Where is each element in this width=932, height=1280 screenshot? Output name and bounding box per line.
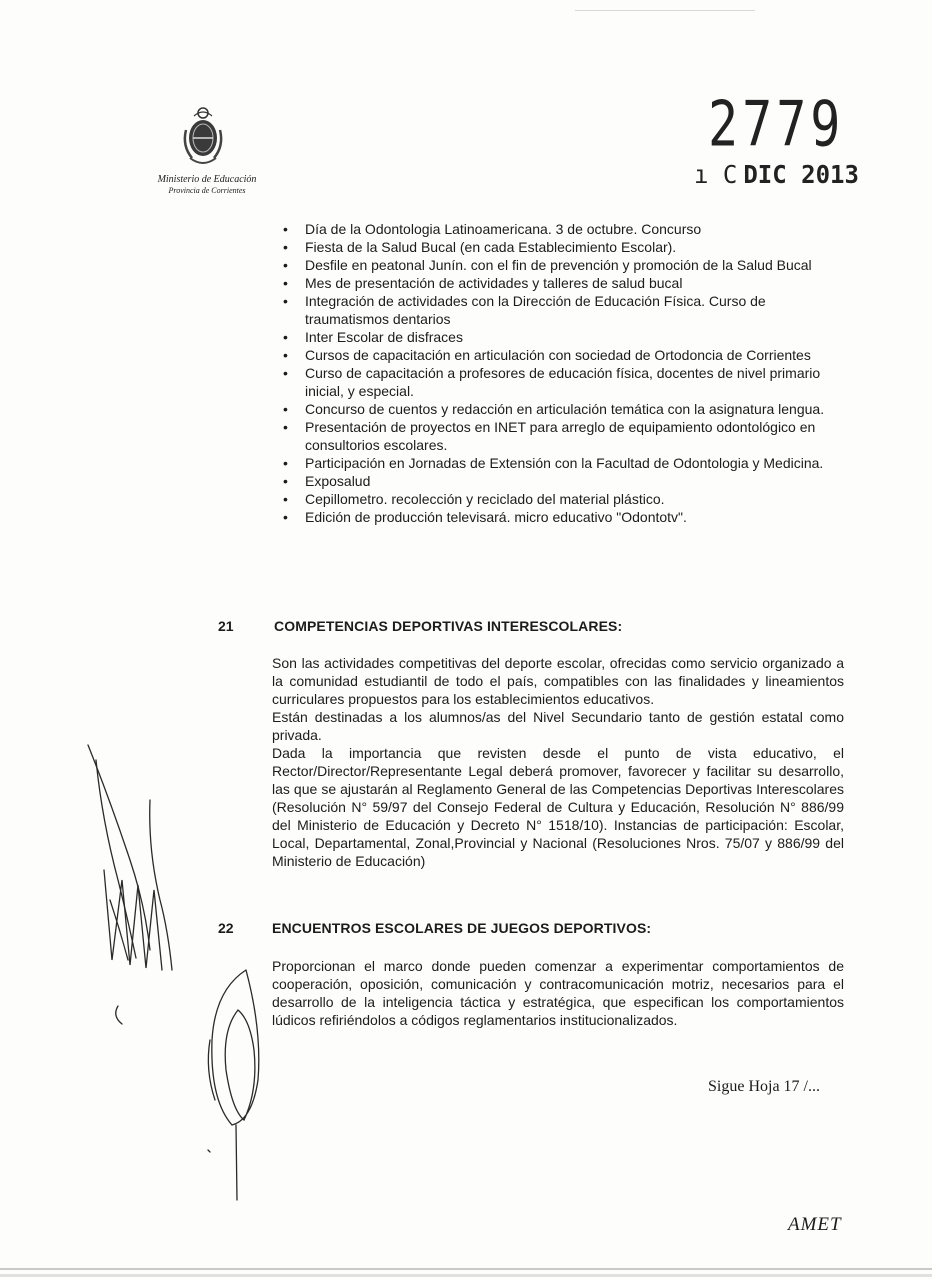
bullet-icon: • [283, 257, 288, 273]
list-item [283, 238, 848, 256]
bullet-icon: • [283, 239, 288, 255]
section-21-paragraph: Son las actividades competitivas del deporte escolar, ofrecidas como servicio organizado a la comunidad estudiantil de todo el país, compatibles con las finalidades y lineamientos curriculares propuestos para los establecimientos educativos. [272, 655, 844, 707]
list-item [283, 490, 848, 508]
bullet-icon: • [283, 347, 288, 363]
coat-of-arms-icon [178, 106, 228, 172]
list-item-text: Inter Escolar de disfraces [305, 329, 463, 345]
list-item-text: Cursos de capacitación en articulación con sociedad de Ortodoncia de Corrientes [305, 347, 811, 363]
resolution-number: 2779 [708, 88, 845, 161]
list-item [283, 346, 848, 364]
bullet-icon: • [283, 401, 288, 417]
resolution-date [694, 160, 859, 189]
bullet-icon: • [283, 293, 288, 309]
list-item [283, 508, 848, 526]
initials-mark: AMET [788, 1214, 842, 1235]
list-item [283, 472, 848, 490]
date-prefix: ı C [694, 160, 738, 190]
section-22-number: 22 [218, 920, 234, 936]
section-22-title: ENCUENTROS ESCOLARES DE JUEGOS DEPORTIVOS: [272, 920, 652, 936]
section-22-paragraph: Proporcionan el marco donde pueden comenzar a experimentar comportamientos de cooperación, oposición, comunicación y contracomunicación motriz, necesarios para el desarrollo de la inteligencia táctica y estratégica, que especifican los comportamientos lúdicos refiriéndolos a códigos reglamentarios institucionalizados. [272, 958, 844, 1028]
list-item [283, 364, 848, 400]
province-name: Provincia de Corrientes [168, 186, 246, 195]
list-item [283, 454, 848, 472]
list-item-text: Participación en Jornadas de Extensión con la Facultad de Odontologia y Medicina. [305, 455, 824, 471]
list-item-text: Día de la Odontologia Latinoamericana. 3 de octubre. Concurso [305, 221, 702, 237]
bullet-icon: • [283, 455, 288, 471]
list-item-text: Fiesta de la Salud Bucal (en cada Establecimiento Escolar). [305, 239, 677, 255]
top-scan-line [575, 10, 755, 11]
list-item-text: Exposalud [305, 473, 371, 489]
section-21-paragraph: Están destinadas a los alumnos/as del Nivel Secundario tanto de gestión estatal como privada. [272, 709, 844, 743]
list-item-text: Presentación de proyectos en INET para arreglo de equipamiento odontológico en consultorios escolares. [305, 419, 816, 453]
list-item [283, 418, 848, 454]
bullet-icon: • [283, 221, 288, 237]
section-21-body [272, 654, 844, 870]
bullet-icon: • [283, 329, 288, 345]
bullet-icon: • [283, 491, 288, 507]
date-text: DIC 2013 [743, 160, 859, 190]
bullet-icon: • [283, 365, 288, 381]
section-22-body [272, 957, 844, 1029]
list-item-text: Cepillometro. recolección y reciclado del material plástico. [305, 491, 665, 507]
list-item-text: Mes de presentación de actividades y talleres de salud bucal [305, 275, 683, 291]
list-item [283, 328, 848, 346]
continuation-note: Sigue Hoja 17 /... [708, 1078, 820, 1095]
list-item [283, 220, 848, 238]
bullet-icon: • [283, 275, 288, 291]
list-item [283, 274, 848, 292]
list-item [283, 400, 848, 418]
section-21-number: 21 [218, 618, 234, 634]
bullet-icon: • [283, 473, 288, 489]
ministry-heading [132, 174, 282, 196]
bottom-scan-line [0, 1274, 932, 1277]
list-item [283, 256, 848, 274]
list-item-text: Desfile en peatonal Junín. con el fin de prevención y promoción de la Salud Bucal [305, 257, 812, 273]
bottom-scan-line [0, 1268, 932, 1270]
bullet-icon: • [283, 509, 288, 525]
list-item [283, 292, 848, 328]
list-item-text: Curso de capacitación a profesores de educación física, docentes de nivel primario inicial, y especial. [305, 365, 821, 399]
list-item-text: Integración de actividades con la Dirección de Educación Física. Curso de traumatismos dentarios [305, 293, 766, 327]
activities-list [283, 220, 848, 526]
list-item-text: Edición de producción televisará. micro educativo "Odontotv". [305, 509, 687, 525]
bullet-icon: • [283, 419, 288, 435]
section-21-paragraph: Dada la importancia que revisten desde el punto de vista educativo, el Rector/Director/Representante Legal deberá promover, favorecer y facilitar su desarrollo, las que se ajustarán al Reglamento General de las Competencias Deportivas Interescolares (Resolución N° 59/97 del Consejo Federal de Cultura y Educación, Resolución N° 886/99 del Ministerio de Educación y Decreto N° 1518/10). Instancias de participación: Escolar, Local, Departamental, Zonal,Provincial y Nacional (Resoluciones Nros. 75/07 y 886/99 del Ministerio de Educación) [272, 745, 844, 869]
ministry-name: Ministerio de Educación [157, 174, 257, 185]
section-21-title: COMPETENCIAS DEPORTIVAS INTERESCOLARES: [274, 618, 623, 634]
list-item-text: Concurso de cuentos y redacción en articulación temática con la asignatura lengua. [305, 401, 825, 417]
